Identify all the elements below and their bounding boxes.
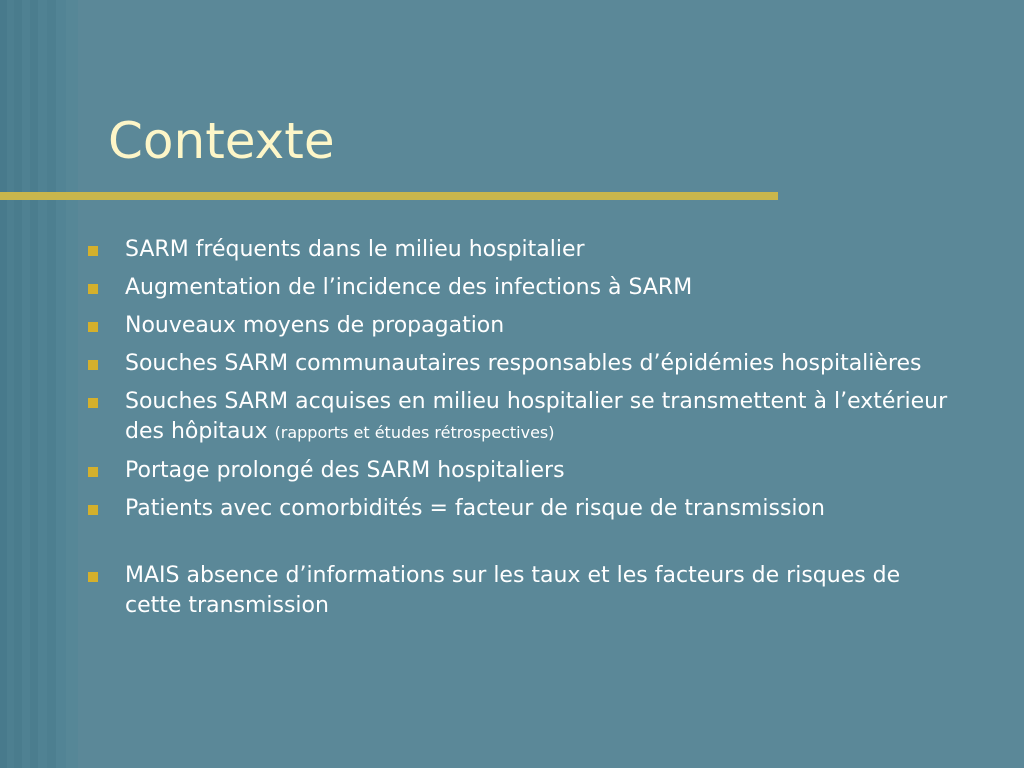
list-item — [88, 456, 958, 486]
square-bullet-icon — [88, 505, 98, 515]
bullet-text: SARM fréquents dans le milieu hospitalier — [125, 237, 585, 262]
bullet-text: Augmentation de l’incidence des infections à SARM — [125, 275, 693, 300]
square-bullet-icon — [88, 284, 98, 294]
square-bullet-icon — [88, 246, 98, 256]
list-item — [88, 561, 958, 621]
square-bullet-icon — [88, 467, 98, 477]
bullet-text: Souches SARM acquises en milieu hospitalier se transmettent à l’extérieur des hôpitaux — [125, 389, 948, 444]
bullet-list — [88, 235, 958, 629]
bullet-text: Nouveaux moyens de propagation — [125, 313, 505, 338]
decorative-stripes — [0, 0, 78, 768]
square-bullet-icon — [88, 322, 98, 332]
square-bullet-icon — [88, 398, 98, 408]
slide-title: Contexte — [108, 112, 335, 170]
list-item — [88, 311, 958, 341]
list-item — [88, 349, 958, 379]
list-item — [88, 235, 958, 265]
bullet-text: Portage prolongé des SARM hospitaliers — [125, 458, 565, 483]
list-item — [88, 494, 958, 524]
bullet-text: Patients avec comorbidités = facteur de risque de transmission — [125, 496, 825, 521]
list-item — [88, 387, 958, 448]
title-underline — [0, 192, 778, 200]
square-bullet-icon — [88, 572, 98, 582]
bullet-text: MAIS absence d’informations sur les taux et les facteurs de risques de cette transmission — [125, 563, 901, 618]
list-item — [88, 273, 958, 303]
bullet-note: (rapports et études rétrospectives) — [274, 423, 555, 442]
bullet-text: Souches SARM communautaires responsables d’épidémies hospitalières — [125, 351, 922, 376]
square-bullet-icon — [88, 360, 98, 370]
